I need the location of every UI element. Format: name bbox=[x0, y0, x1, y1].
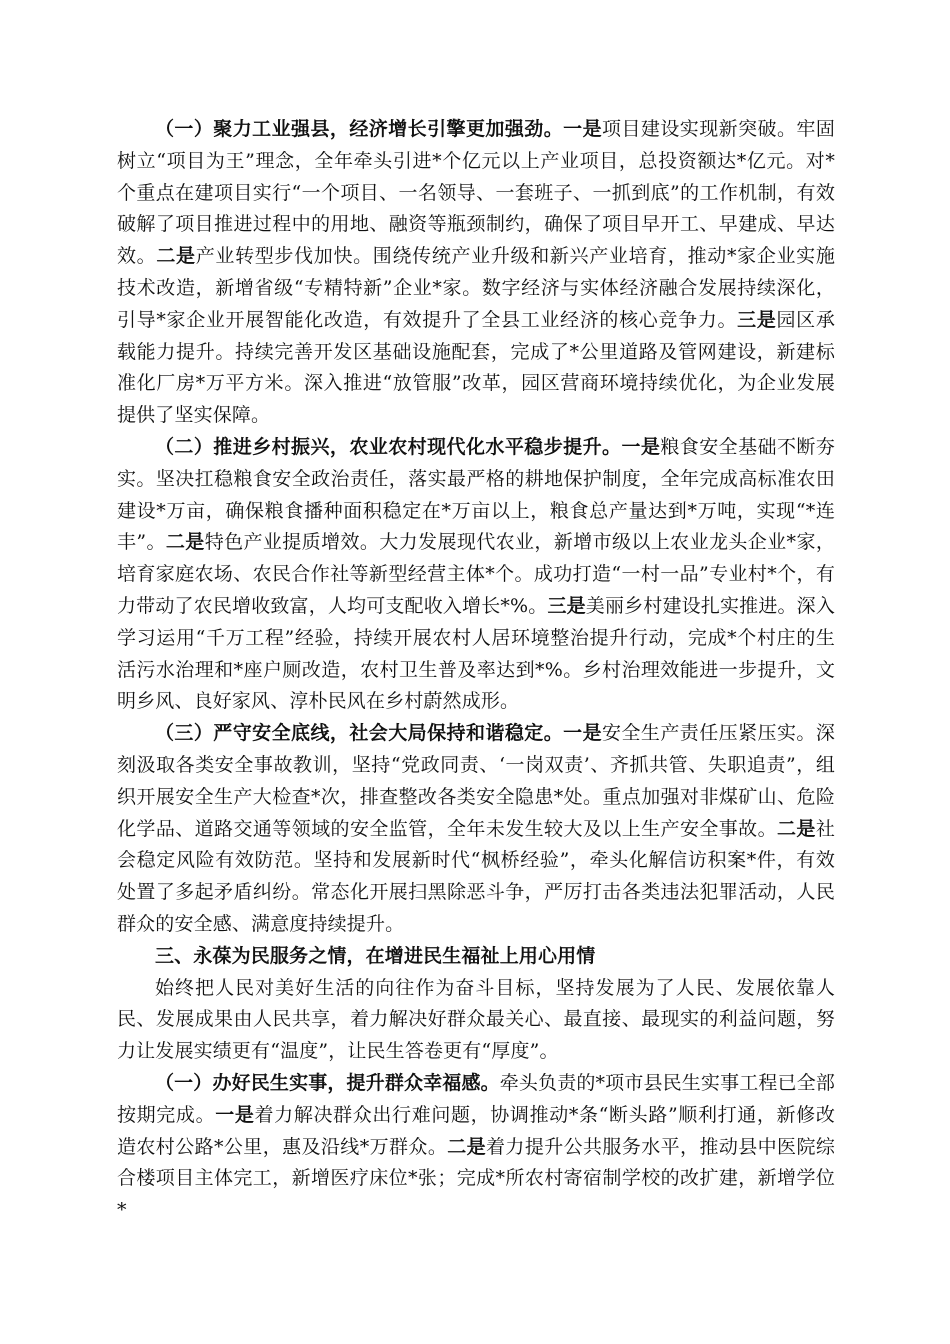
section-heading-livelihood bbox=[117, 941, 835, 973]
paragraph-heading: （一）聚力工业强县，经济增长引擎更加强劲。 bbox=[155, 118, 564, 140]
paragraph-safety bbox=[117, 718, 835, 941]
paragraph-text: 着力提升公共服务水平，推动县中医院综合楼项目主体完工，新增医疗床位*张；完成*所农村寄宿制学校的改扩建，新增学位* bbox=[117, 1135, 835, 1222]
emphasis-second: 二是 bbox=[165, 531, 205, 554]
paragraph-text: 特色产业提质增效。大力发展现代农业，新增市级以上农业龙头企业*家，培育家庭农场、农民合作社等新型经营主体*个。成功打造“一村一品”专业村*个，有力带动了农民增收致富，人均可支配收入增长*%。 bbox=[117, 531, 835, 617]
paragraph-text: 着力解决群众出行难问题，协调推动*条“断头路”顺利打通，新修改造农村公路*公里，惠及沿线*万群众。 bbox=[117, 1103, 835, 1158]
paragraph-heading: （三）严守安全底线，社会大局保持和谐稳定。 bbox=[155, 722, 564, 745]
emphasis-first: 一是 bbox=[621, 435, 661, 458]
paragraph-text: 产业转型步伐加快。围绕传统产业升级和新兴产业培育，推动*家企业实施技术改造，新增省级“专精特新”企业*家。数字经济与实体经济融合发展持续深化，引导*家企业开展智能化改造，有效提升了全县工业经济的核心竞争力。 bbox=[117, 245, 835, 331]
paragraph-text: 始终把人民对美好生活的向往作为奋斗目标，坚持发展为了人民、发展依靠人民、发展成果由人民共享，着力解决好群众最关心、最直接、最现实的利益问题，努力让发展实绩更有“温度”，让民生答卷更有“厚度”。 bbox=[117, 976, 835, 1063]
paragraph-text: 粮食安全基础不断夯实。坚决扛稳粮食安全政治责任，落实最严格的耕地保护制度，全年完成高标准农田建设*万亩，确保粮食播种面积稳定在*万亩以上，粮食总产量达到*万吨，实现“*连丰”。 bbox=[117, 435, 835, 554]
paragraph-text: 美丽乡村建设扎实推进。深入学习运用“千万工程”经验，持续开展农村人居环境整治提升行动，完成*个村庄的生活污水治理和*座户厕改造，农村卫生普及率达到*%。乡村治理效能进一步提升，文明乡风、良好家风、淳朴民风在乡村蔚然成形。 bbox=[117, 594, 835, 713]
emphasis-first: 一是 bbox=[215, 1103, 255, 1126]
emphasis-second: 二是 bbox=[156, 245, 196, 268]
paragraph-text: 安全生产责任压紧压实。深刻汲取各类安全事故教训，坚持“党政同责、‘一岗双责’、齐抓共管、失职追责”，组织开展安全生产大检查*次，排查整改各类安全隐患*处。重点加强对非煤矿山、危险化学品、道路交通等领域的安全监管，全年未发生较大及以上生产安全事故。 bbox=[117, 722, 835, 840]
emphasis-second: 二是 bbox=[447, 1135, 487, 1158]
paragraph-text: 项目建设实现新突破。牢固树立“项目为王”理念，全年牵头引进*个亿元以上产业项目，总投资额达*亿元。对*个重点在建项目实行“一个项目、一名领导、一套班子、一抓到底”的工作机制，有效破解了项目推进过程中的用地、融资等瓶颈制约，确保了项目早开工、早建成、早达效。 bbox=[117, 118, 835, 268]
emphasis-second: 二是 bbox=[777, 817, 816, 840]
paragraph-industry bbox=[117, 114, 835, 432]
paragraph-text: 牵头负责的*项市县民生实事工程已全部按期完成。 bbox=[117, 1071, 835, 1126]
paragraph-livelihood-intro bbox=[117, 973, 835, 1068]
document-body bbox=[117, 114, 835, 1227]
emphasis-third: 三是 bbox=[737, 308, 777, 331]
section-heading: 三、永葆为民服务之情，在增进民生福祉上用心用情 bbox=[155, 944, 596, 967]
paragraph-heading: （一）办好民生实事，提升群众幸福感。 bbox=[155, 1071, 500, 1094]
emphasis-first: 一是 bbox=[563, 722, 603, 745]
emphasis-third: 三是 bbox=[547, 594, 586, 617]
paragraph-practical-projects bbox=[117, 1068, 835, 1227]
emphasis-first: 一是 bbox=[563, 118, 603, 140]
paragraph-text: 园区承载能力提升。持续完善开发区基础设施配套，完成了*公里道路及管网建设，新建标准化厂房*万平方米。深入推进“放管服”改革，园区营商环境持续优化，为企业发展提供了坚实保障。 bbox=[117, 308, 835, 427]
paragraph-heading: （二）推进乡村振兴，农业农村现代化水平稳步提升。 bbox=[155, 435, 622, 458]
paragraph-rural bbox=[117, 432, 835, 718]
paragraph-text: 社会稳定风险有效防范。坚持和发展新时代“枫桥经验”，牵头化解信访积案*件，有效处置了多起矛盾纠纷。常态化开展扫黑除恶斗争，严厉打击各类违法犯罪活动，人民群众的安全感、满意度持续提升。 bbox=[117, 817, 835, 935]
